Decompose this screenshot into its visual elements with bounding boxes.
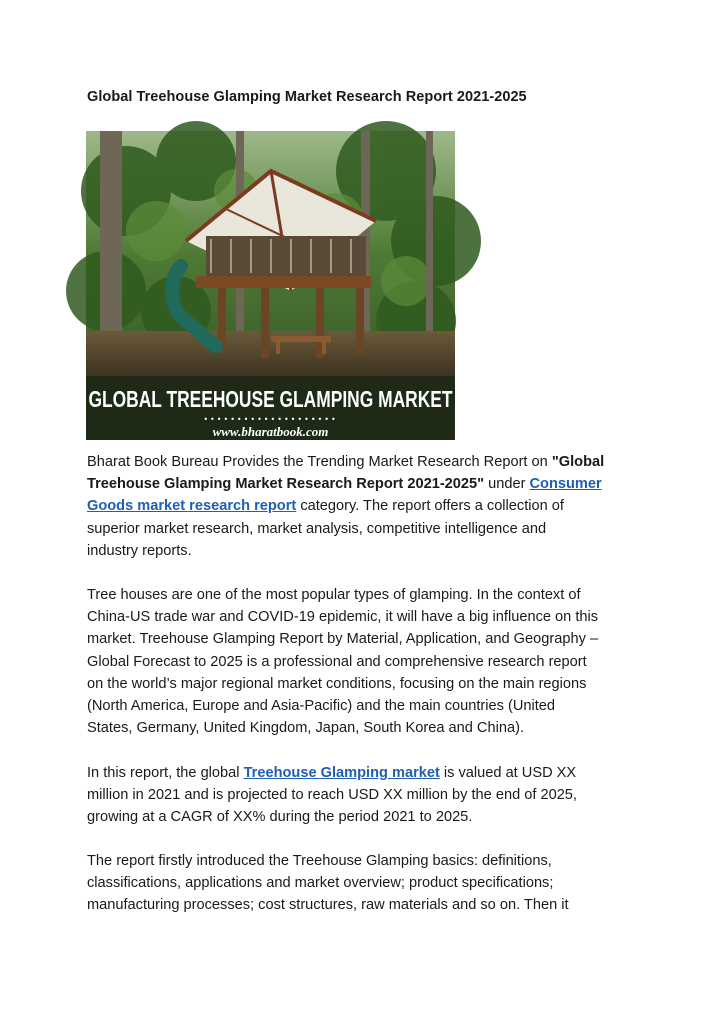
- consumer-goods-link[interactable]: Goods market research report: [87, 498, 297, 515]
- overview-paragraph: [87, 850, 639, 917]
- text-line: Tree houses are one of the most popular types of glamping. In the context of: [87, 587, 581, 603]
- text-line: classifications, applications and market overview; product specifications;: [87, 875, 554, 892]
- intro-paragraph: [87, 451, 639, 562]
- text-line: superior market research, market analysis, competitive intelligence and: [87, 520, 547, 537]
- text-line: industry reports.: [87, 542, 192, 559]
- text-line: China-US trade war and COVID-19 epidemic, it will have a big influence on this: [87, 609, 599, 626]
- hero-image: [86, 131, 455, 440]
- text-run: category. The report offers a collection of: [296, 498, 564, 515]
- hero-caption-dots: ••••••••••••••••••••: [203, 415, 338, 424]
- context-paragraph: [87, 584, 639, 739]
- hero-caption-main: GLOBAL TREEHOUSE GLAMPING MARKET: [88, 386, 453, 412]
- report-name-bold: Treehouse Glamping Market Research Report 2021-2025": [87, 476, 485, 493]
- text-run: is valued at USD XX: [439, 765, 577, 781]
- text-line: The report firstly introduced the Treehouse Glamping basics: definitions,: [87, 853, 552, 869]
- text-line: (North America, Europe and Asia-Pacific) and the main countries (United: [87, 698, 556, 715]
- text-line: manufacturing processes; cost structures, raw materials and so on. Then it: [87, 897, 569, 914]
- text-run: In this report, the global: [87, 765, 244, 781]
- text-line: growing at a CAGR of XX% during the period 2021 to 2025.: [87, 809, 473, 826]
- text-run: under: [484, 476, 530, 493]
- text-run: Bharat Book Bureau Provides the Trending Market Research Report on: [87, 454, 552, 470]
- treehouse-glamping-market-link[interactable]: Treehouse Glamping market: [243, 765, 440, 781]
- report-name-bold: "Global: [551, 454, 605, 470]
- text-line: Global Forecast to 2025 is a professional and comprehensive research report: [87, 653, 587, 670]
- text-line: on the world’s major regional market conditions, focusing on the main regions: [87, 675, 587, 692]
- consumer-goods-link[interactable]: Consumer: [529, 476, 602, 493]
- text-line: States, Germany, United Kingdom, Japan, South Korea and China).: [87, 720, 524, 737]
- text-line: market. Treehouse Glamping Report by Material, Application, and Geography –: [87, 631, 599, 648]
- valuation-paragraph: [87, 762, 639, 829]
- hero-caption-url: www.bharatbook.com: [212, 424, 329, 439]
- text-line: million in 2021 and is projected to reach USD XX million by the end of 2025,: [87, 787, 577, 804]
- page-title: Global Treehouse Glamping Market Research Report 2021-2025: [87, 89, 527, 105]
